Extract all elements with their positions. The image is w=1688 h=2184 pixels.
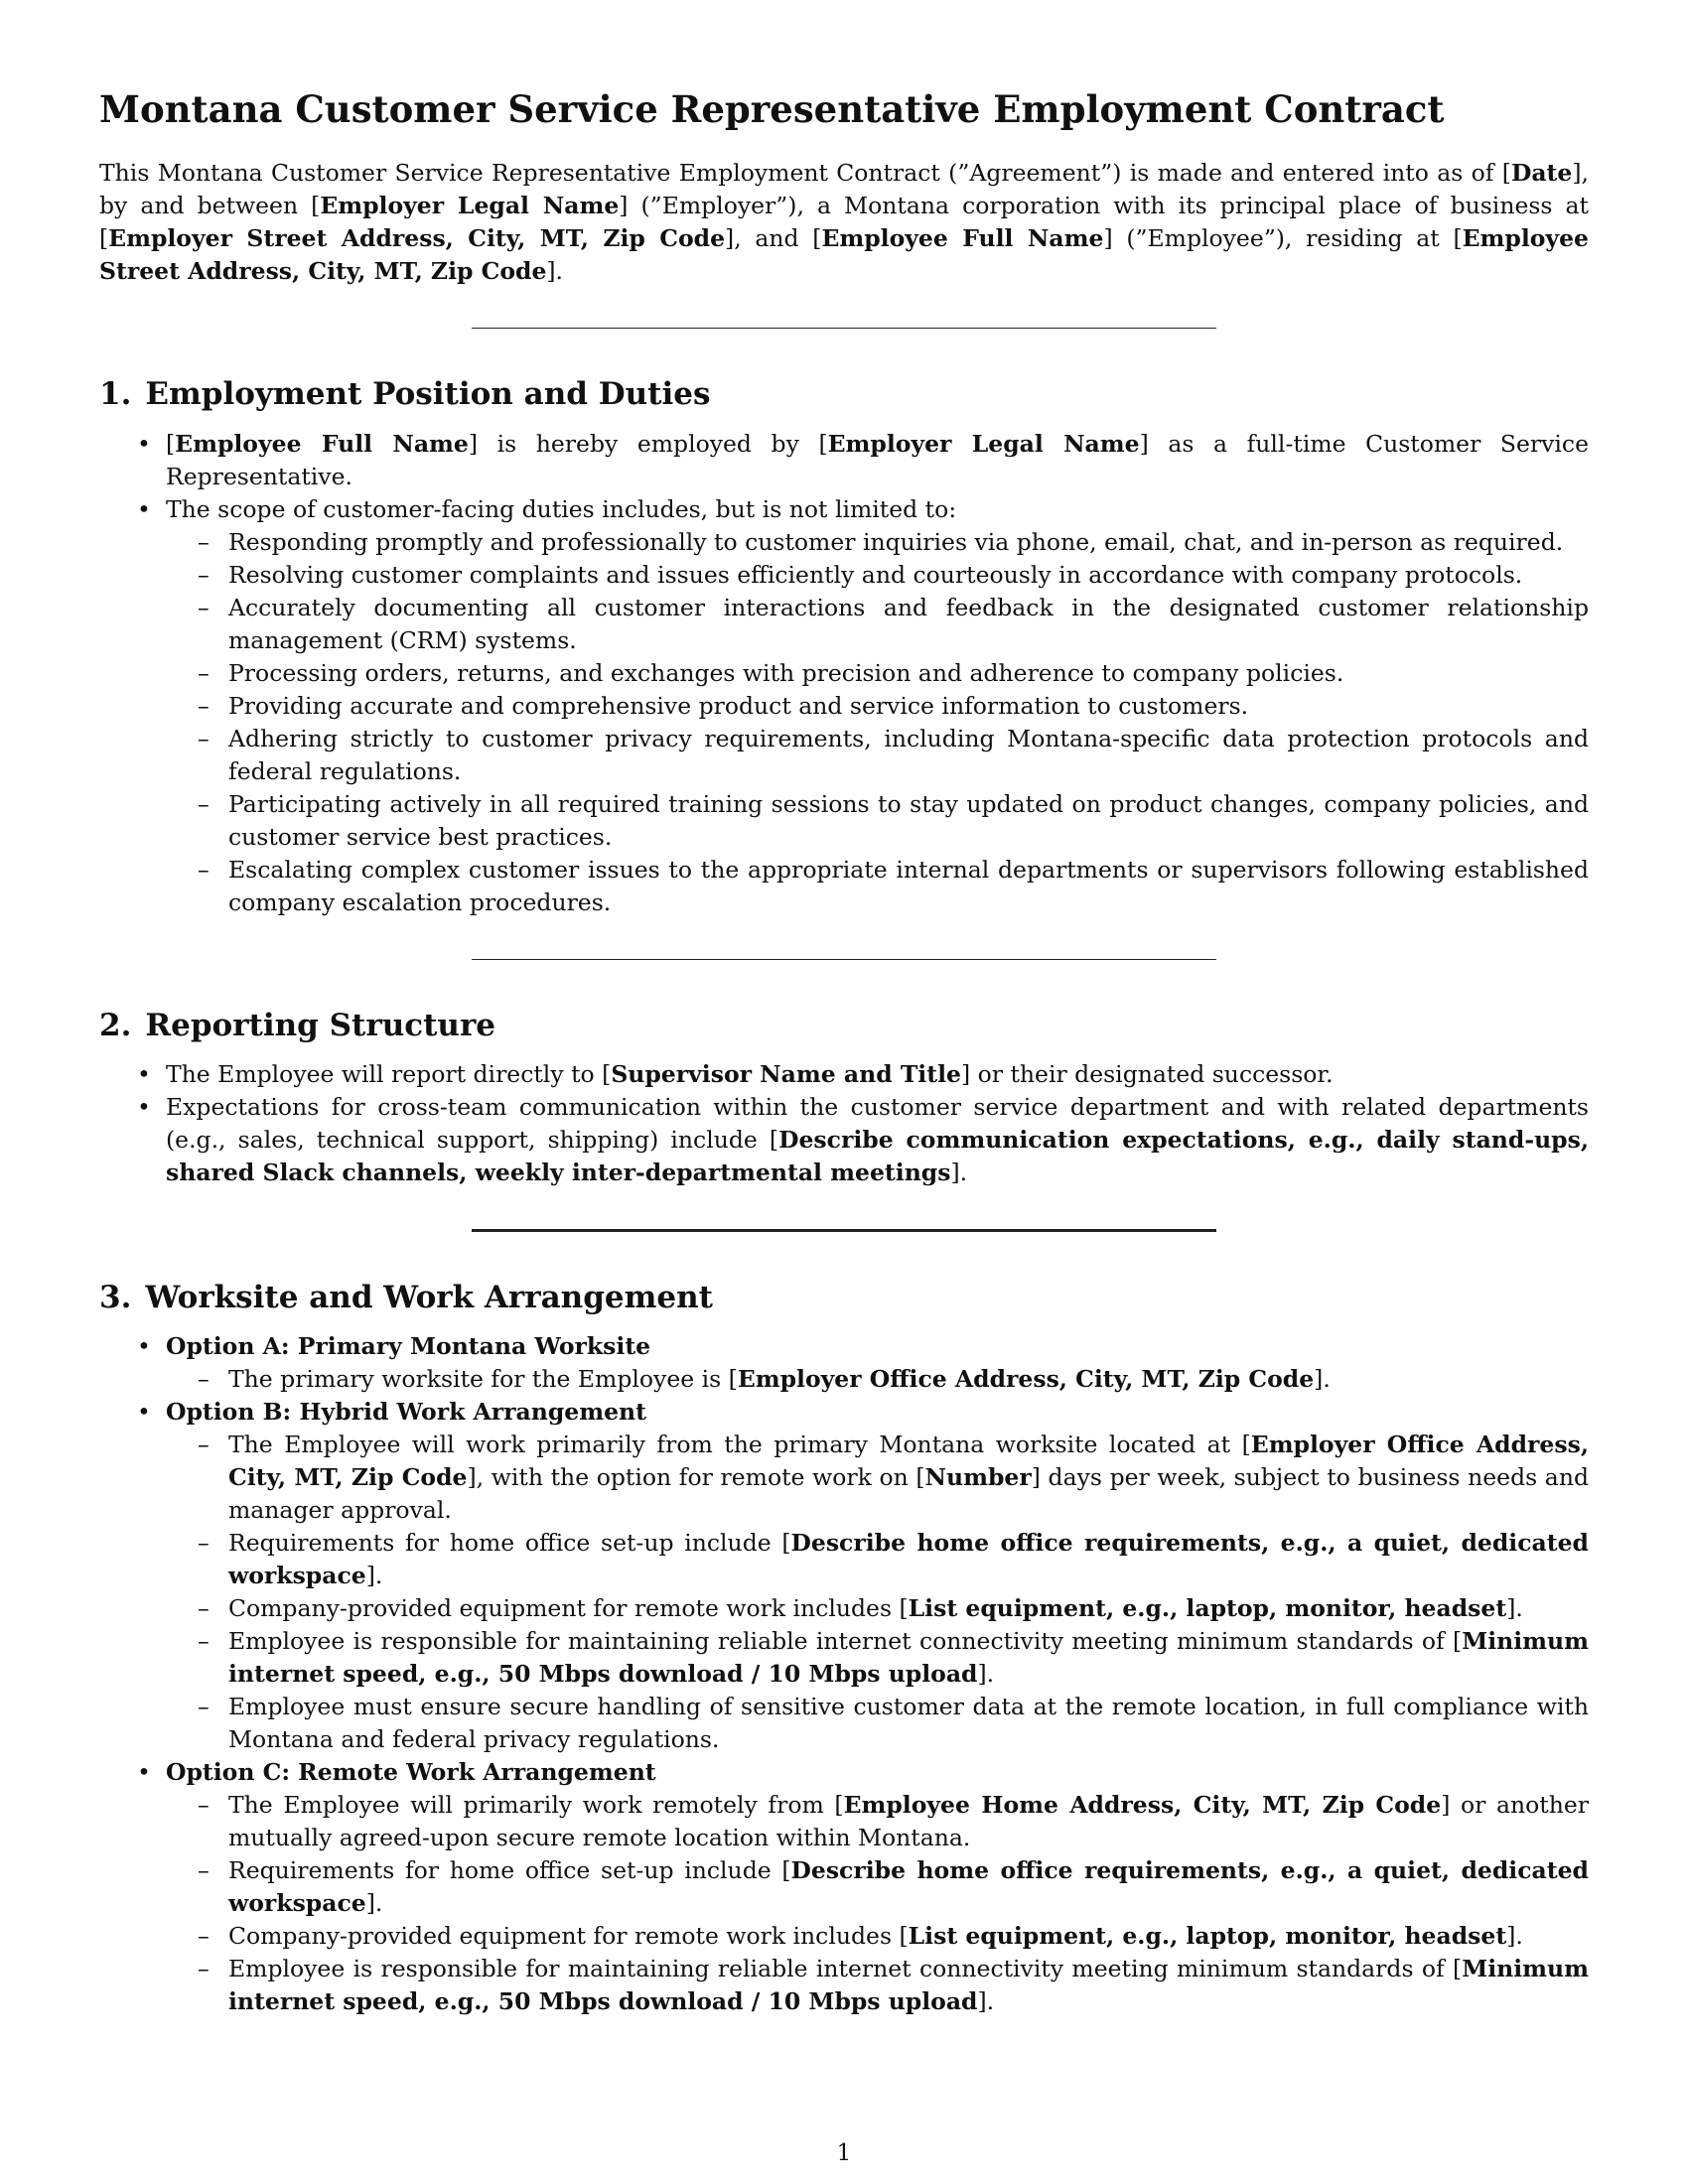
- page-number: 1: [836, 2140, 852, 2166]
- section-list: [99, 1330, 1589, 2018]
- section-1: [99, 376, 1589, 918]
- placeholder-field: Employee Home Address, City, MT, Zip Code: [843, 1790, 1442, 1819]
- placeholder-field: Date: [1510, 159, 1573, 188]
- list-item: • [Employee Full Name] is hereby employed by [Employer Legal Name] as a full-time Customer Service Representative.: [99, 428, 1589, 493]
- placeholder-field: Minimum internet speed, e.g., 50 Mbps download / 10 Mbps upload: [228, 1626, 1589, 1688]
- placeholder-field: Describe communication expectations, e.g., daily stand-ups, shared Slack channels, weekly inter-departmental meetings: [166, 1125, 1590, 1186]
- sub-list-item: – Providing accurate and comprehensive product and service information to customers.: [166, 690, 1589, 723]
- sub-list-item: – Accurately documenting all customer interactions and feedback in the designated customer relationship management (CRM) systems.: [166, 592, 1589, 657]
- placeholder-field: Employer Legal Name: [320, 192, 620, 220]
- placeholder-field: Number: [924, 1462, 1032, 1491]
- section-heading: 3. Worksite and Work Arrangement: [99, 1279, 713, 1315]
- list-item: • The scope of customer-facing duties includes, but is not limited to: – Responding promptly and professionally to customer inquiries via phone, email, chat, and in-person as required. – Resolving customer complaints and issues efficiently and courteously in accordance with company protocols. – Accurately documenting all customer interactions and feedback in the designated customer relationship management (CRM) systems. – Processing orders, returns, and exchanges with precision and adherence to company policies. – Providing accurate and comprehensive product and service information to customers. – Adhering strictly to customer privacy requirements, including Montana-specific data protection protocols and federal regulations. – Participating actively in all required training sessions to stay updated on product changes, company policies, and customer service best practices. – Escalating complex customer issues to the appropriate internal departments or supervisors following established company escalation procedures.: [99, 493, 1589, 919]
- section-list: [99, 428, 1589, 919]
- placeholder-field: Option C: Remote Work Arrangement: [166, 1757, 656, 1786]
- section-3: [99, 1280, 1589, 2018]
- sub-list: [166, 1789, 1589, 2018]
- section-2: [99, 1008, 1589, 1189]
- placeholder-field: List equipment, e.g., laptop, monitor, headset: [908, 1593, 1507, 1622]
- placeholder-field: Employee Street Address, City, MT, Zip Code: [99, 224, 1589, 286]
- section-heading: 2. Reporting Structure: [99, 1007, 496, 1043]
- sub-list: [166, 1429, 1589, 1756]
- placeholder-field: Employer Office Address, City, MT, Zip Code: [228, 1430, 1589, 1491]
- placeholder-field: List equipment, e.g., laptop, monitor, headset: [908, 1921, 1507, 1950]
- section-heading: 1. Employment Position and Duties: [99, 376, 711, 413]
- sub-list-item: – The Employee will work primarily from the primary Montana worksite located at [Employer Office Address, City, MT, Zip Code], with the option for remote work on [Number] days per week, subject to business needs and manager approval.: [166, 1429, 1589, 1527]
- sub-list-item: – Company-provided equipment for remote work includes [List equipment, e.g., laptop, monitor, headset].: [166, 1920, 1589, 1953]
- section-divider: [472, 1229, 1216, 1232]
- section-divider: [472, 328, 1216, 329]
- placeholder-field: Employee Full Name: [175, 429, 469, 458]
- intro-paragraph: This Montana Customer Service Representative Employment Contract (”Agreement”) is made and entered into as of [Date], by and between [Employer Legal Name] (”Employer”), a Montana corporation with its principal place of business at [Employer Street Address, City, MT, Zip Code], and [Employee Full Name] (”Employee”), residing at [Employee Street Address, City, MT, Zip Code].: [99, 159, 1590, 286]
- placeholder-field: Employee Full Name: [821, 224, 1104, 253]
- sub-list-item: – Resolving customer complaints and issues efficiently and courteously in accordance with company protocols.: [166, 559, 1589, 592]
- sub-list-item: – The primary worksite for the Employee is [Employer Office Address, City, MT, Zip Code].: [166, 1363, 1589, 1396]
- sub-list-item: – Participating actively in all required training sessions to stay updated on product changes, company policies, and customer service best practices.: [166, 788, 1589, 854]
- list-item: • Expectations for cross-team communication within the customer service department and with related departments (e.g., sales, technical support, shipping) include [Describe communication expectations, e.g., daily stand-ups, shared Slack channels, weekly inter-departmental meetings].: [99, 1091, 1589, 1189]
- sub-list: [166, 526, 1589, 919]
- placeholder-field: Employer Office Address, City, MT, Zip Code: [737, 1364, 1315, 1393]
- placeholder-field: Employer Street Address, City, MT, Zip Code: [108, 224, 726, 253]
- sub-list-item: – Responding promptly and professionally to customer inquiries via phone, email, chat, and in-person as required.: [166, 526, 1589, 559]
- sub-list-item: – Employee must ensure secure handling of sensitive customer data at the remote location, in full compliance with Montana and federal privacy regulations.: [166, 1691, 1589, 1756]
- placeholder-field: Option B: Hybrid Work Arrangement: [166, 1397, 646, 1426]
- sub-list-item: – Escalating complex customer issues to the appropriate internal departments or supervisors following established company escalation procedures.: [166, 854, 1589, 919]
- placeholder-field: Describe home office requirements, e.g., a quiet, dedicated workspace: [228, 1855, 1589, 1917]
- sub-list-item: – Employee is responsible for maintaining reliable internet connectivity meeting minimum standards of [Minimum internet speed, e.g., 50 Mbps download / 10 Mbps upload].: [166, 1953, 1589, 2018]
- list-item: [99, 1330, 1589, 1396]
- document-page: [99, 87, 1589, 2018]
- sub-list-item: – Processing orders, returns, and exchanges with precision and adherence to company policies.: [166, 657, 1589, 690]
- sub-list-item: – Company-provided equipment for remote work includes [List equipment, e.g., laptop, monitor, headset].: [166, 1592, 1589, 1625]
- placeholder-field: Employer Legal Name: [827, 429, 1140, 458]
- list-item: • The Employee will report directly to [Supervisor Name and Title] or their designated successor.: [99, 1058, 1589, 1091]
- placeholder-field: Option A: Primary Montana Worksite: [166, 1331, 651, 1360]
- document-title: Montana Customer Service Representative Employment Contract: [99, 87, 1445, 131]
- sub-list-item: – The Employee will primarily work remotely from [Employee Home Address, City, MT, Zip Code] or another mutually agreed-upon secure remote location within Montana.: [166, 1789, 1589, 1854]
- placeholder-field: Minimum internet speed, e.g., 50 Mbps download / 10 Mbps upload: [228, 1954, 1589, 2015]
- section-list: [99, 1058, 1589, 1189]
- sub-list-item: – Requirements for home office set-up include [Describe home office requirements, e.g., a quiet, dedicated workspace].: [166, 1854, 1589, 1920]
- sub-list: [166, 1363, 1589, 1396]
- placeholder-field: Describe home office requirements, e.g., a quiet, dedicated workspace: [228, 1528, 1589, 1589]
- placeholder-field: Supervisor Name and Title: [611, 1059, 961, 1088]
- list-item: [99, 1756, 1589, 2018]
- sub-list-item: – Employee is responsible for maintaining reliable internet connectivity meeting minimum standards of [Minimum internet speed, e.g., 50 Mbps download / 10 Mbps upload].: [166, 1625, 1589, 1691]
- list-item: [99, 1396, 1589, 1756]
- section-divider: [472, 959, 1216, 960]
- sub-list-item: – Requirements for home office set-up include [Describe home office requirements, e.g., a quiet, dedicated workspace].: [166, 1527, 1589, 1592]
- sub-list-item: – Adhering strictly to customer privacy requirements, including Montana-specific data protection protocols and federal regulations.: [166, 723, 1589, 788]
